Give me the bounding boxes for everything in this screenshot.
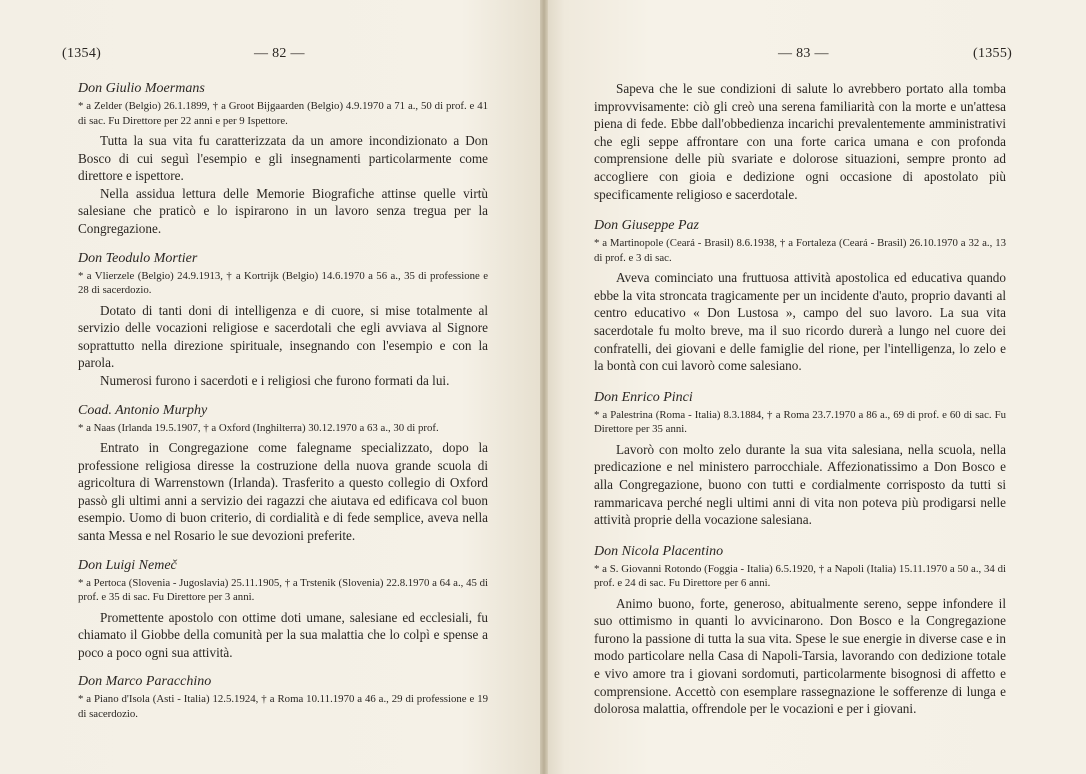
entry-meta: * a Pertoca (Slovenia - Jugoslavia) 25.11.1905, † a Trstenik (Slovenia) 22.8.1970 a 64 a., 45 di prof. e 35 di sac. Fu Direttore per 3 anni. — [78, 576, 488, 604]
entry-meta: * a Piano d'Isola (Asti - Italia) 12.5.1924, † a Roma 10.11.1970 a 46 a., 29 di professione e 19 di sacerdozio. — [78, 693, 488, 720]
page-marker-left: (1354) — [62, 46, 102, 61]
obituary-entry — [78, 250, 488, 390]
obituary-entry — [78, 557, 488, 662]
obituary-entry — [78, 673, 488, 721]
obituary-entry — [594, 217, 1006, 375]
right-page-content — [594, 80, 1006, 718]
page-marker-right: (1355) — [973, 46, 1013, 61]
entry-meta: * a Naas (Irlanda 19.5.1907, † a Oxford (Inghilterra) 30.12.1970 a 63 a., 30 di prof. — [78, 421, 439, 434]
book-gutter — [540, 0, 548, 774]
entry-name: Don Luigi Nemeč — [78, 557, 177, 573]
entry-name: Don Giuseppe Paz — [594, 218, 699, 234]
entry-paragraph: Aveva cominciato una fruttuosa attività apostolica ed educativa quando ebbe la vita stroncata tragicamente per un incidente d'auto, proprio davanti al centro educativo « Don Lustosa », campo del suo lavoro. La sua vita sacerdotale fu molto breve, ma il suo ricordo durerà a lungo nel cuore dei confratelli, dei giovani e delle famiglie del rione, per l'intelligenza, lo zelo e la bontà con cui lavorò come salesiano. — [594, 270, 1006, 374]
entry-paragraph: Dotato di tanti doni di intelligenza e di cuore, si mise totalmente al servizio delle vocazioni religiose e sacerdotali che egli avviava al Signore soprattutto nella direzione spirituale, insegnando con l'esempio e con la parola. — [78, 302, 488, 371]
obituary-entry — [78, 402, 488, 545]
entry-meta: * a Vlierzele (Belgio) 24.9.1913, † a Kortrijk (Belgio) 14.6.1970 a 56 a., 35 di professione e 28 di sacerdozio. — [78, 269, 488, 297]
entry-paragraph: Entrato in Congregazione come falegname specializzato, dopo la professione religiosa diresse la costruzione della nuova grande scuola di agricoltura di Warrenstown (Irlanda). Trasferito a questo collegio di Oxford passò gli ultimi anni a servizio dei ragazzi che aiutava ed edificava col buon esempio. Uomo di buon criterio, di cordialità e di fede semplice, aveva nella santa Messa e nel Rosario le sue devozioni preferite. — [78, 440, 488, 543]
left-page-content — [78, 80, 488, 725]
folio-left: — 82 — — [254, 46, 305, 61]
right-page — [543, 0, 1086, 774]
entry-meta: * a Palestrina (Roma - Italia) 8.3.1884, † a Roma 23.7.1970 a 86 a., 69 di prof. e 60 di sac. Fu Direttore per 35 anni. — [594, 408, 1006, 436]
entry-meta: * a S. Giovanni Rotondo (Foggia - Italia) 6.5.1920, † a Napoli (Italia) 15.11.1970 a 50 a., 34 di prof. e 24 di sac. Fu Direttore per 6 anni. — [594, 562, 1006, 590]
entry-meta: * a Martinopole (Ceará - Brasil) 8.6.1938, † a Fortaleza (Ceará - Brasil) 26.10.1970 a 32 a., 13 di prof. e 3 di sac. — [594, 237, 1006, 264]
entry-name: Coad. Antonio Murphy — [78, 402, 208, 418]
entry-paragraph: Tutta la sua vita fu caratterizzata da un amore incondizionato a Don Bosco di cui seguì l'esempio e gli insegnamenti particolarmente come direttore e ispettore. — [78, 133, 488, 184]
entry-name: Don Teodulo Mortier — [78, 250, 198, 266]
entry-paragraph: Promettente apostolo con ottime doti umane, salesiane ed ecclesiali, fu chiamato il Giobbe della comunità per la sua malattia che lo colpì e spense a poco a poco ogni sua attività. — [78, 609, 488, 660]
obituary-entry — [594, 389, 1006, 529]
entry-name: Don Marco Paracchino — [78, 674, 212, 690]
entry-paragraph: Lavorò con molto zelo durante la sua vita salesiana, nella scuola, nella predicazione e nel ministero parrocchiale. Affezionatissimo a Don Bosco e alla Congregazione, buono con tutti e cordialmente corrisposto da tutti si rammaricava perché negli ultimi anni di vita non poteva più prodigarsi nelle attività proprie della vocazione salesiana. — [594, 441, 1006, 528]
entry-name: Don Enrico Pinci — [594, 389, 693, 405]
entry-name: Don Giulio Moermans — [78, 81, 205, 96]
entry-name: Don Nicola Placentino — [594, 543, 724, 559]
entry-meta: * a Zelder (Belgio) 26.1.1899, † a Groot Bijgaarden (Belgio) 4.9.1970 a 71 a., 50 di prof. e 41 di sac. Fu Direttore per 22 anni e per 9 Ispettore. — [78, 100, 488, 127]
obituary-entry — [594, 543, 1006, 718]
entry-paragraph: Nella assidua lettura delle Memorie Biografiche attinse quelle virtù salesiane che praticò e lo ispirarono in un lavoro senza tregua per la Congregazione. — [78, 185, 488, 236]
folio-right: — 83 — — [778, 46, 829, 61]
entry-paragraph: Numerosi furono i sacerdoti e i religiosi che furono formati da lui. — [100, 372, 450, 388]
continuation-paragraph: Sapeva che le sue condizioni di salute lo avrebbero portato alla tomba improvvisamente: ciò gli creò una serena familiarità con la morte e un'attesa piena di fede. Ebbe dall'obbedienza incarichi prevalentemente amministrativi che egli seppe affrontare con una forte carica umana e con profonda comprensione delle più svariate e dolorose situazioni, sempre pronto ad accogliere con gioia e dedizione ogni occasione di apostolato più specificamente religioso e sacerdotale. — [594, 81, 1006, 202]
obituary-entry — [78, 80, 488, 238]
entry-paragraph: Animo buono, forte, generoso, abitualmente sereno, seppe infondere il suo ottimismo in quanti lo avvicinarono. Don Bosco e la Congregazione furono la passione di tutta la sua vita. Spese le sue energie in diverse case e in modo particolare nella Casa di Napoli-Tarsia, lavorando con dedizione totale e vivo amore tra i giovani sordomuti, particolarmente bisognosi di affetto e comprensione. Accettò con esemplare rassegnazione le sofferenze di lunga e dolorosa malattia, offrendole per le vocazioni e per i giovani. — [594, 595, 1006, 717]
